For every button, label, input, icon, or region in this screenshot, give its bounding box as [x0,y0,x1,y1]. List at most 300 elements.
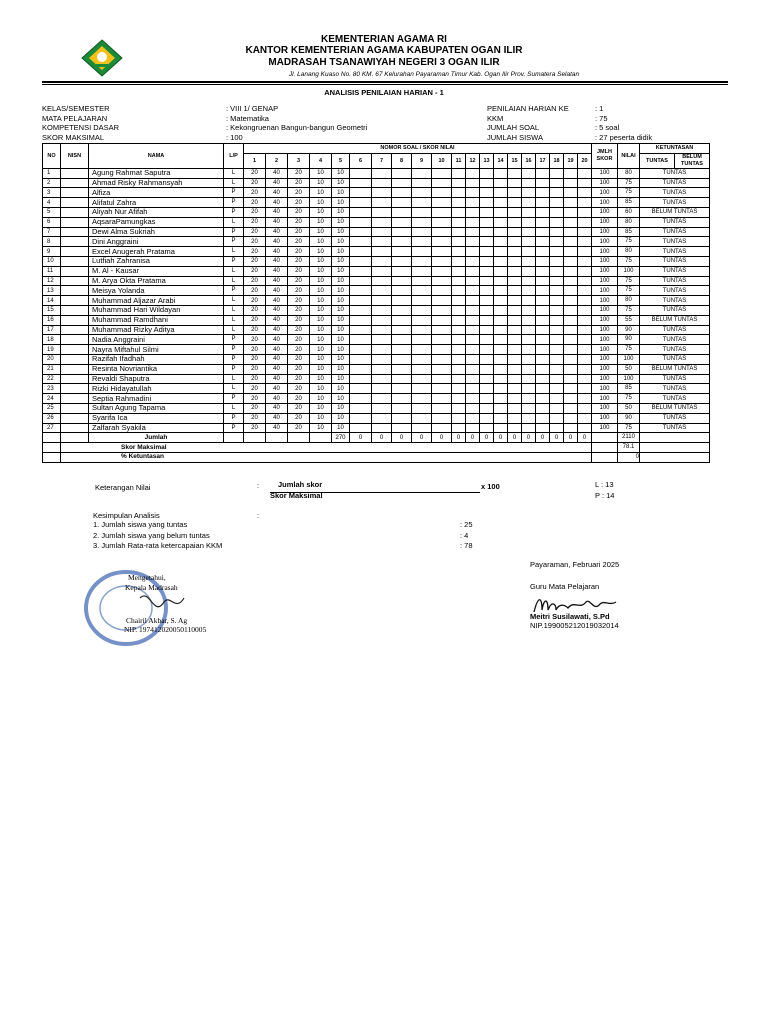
status-cell: BELUM TUNTAS [640,207,710,217]
info-label: PENILAIAN HARIAN KE [487,104,569,113]
question-total: 0 [480,433,494,443]
row-number: 23 [43,384,61,394]
row-nisn [61,394,89,404]
question-score [466,276,480,286]
question-score [432,296,452,306]
total-score: 100 [592,403,618,413]
question-score [564,217,578,227]
question-score: 20 [244,296,266,306]
question-score [350,207,372,217]
question-score [350,305,372,315]
question-score [536,168,550,178]
question-score [412,286,432,296]
question-score [466,384,480,394]
question-score [432,403,452,413]
question-score [432,345,452,355]
student-name: Sultan Agung Tapama [89,403,224,413]
student-grade: 55 [618,315,640,325]
question-score [522,247,536,257]
question-score [372,227,392,237]
question-score [494,403,508,413]
student-grade: 60 [618,207,640,217]
question-score [494,296,508,306]
question-score: 20 [288,315,310,325]
question-score [412,315,432,325]
soal-number: 12 [466,153,480,168]
question-score [392,227,412,237]
question-score [350,394,372,404]
student-name: Dewi Alma Sukriah [89,227,224,237]
status-cell: TUNTAS [640,227,710,237]
total-score: 100 [592,227,618,237]
question-score [412,256,432,266]
question-score: 10 [310,364,332,374]
question-score [350,217,372,227]
row-number: 14 [43,296,61,306]
question-score [412,403,432,413]
header-ketuntasan: KETUNTASAN [640,144,710,154]
total-score: 100 [592,384,618,394]
question-score [372,178,392,188]
question-total [310,433,332,443]
question-score [522,394,536,404]
question-score: 20 [288,178,310,188]
row-nisn [61,247,89,257]
row-nisn [61,256,89,266]
info-right-values [595,104,652,142]
table-row [43,296,710,306]
student-name: Dini Anggraini [89,237,224,247]
question-score [536,178,550,188]
question-score [432,247,452,257]
question-score: 40 [266,207,288,217]
question-score: 20 [244,354,266,364]
question-score [412,413,432,423]
question-score [564,364,578,374]
student-gender: L [224,403,244,413]
student-grade: 85 [618,198,640,208]
question-score [372,335,392,345]
row-number: 26 [43,413,61,423]
question-score [452,403,466,413]
question-score: 10 [310,384,332,394]
row-nisn [61,296,89,306]
question-score [480,335,494,345]
header-nama: NAMA [89,144,224,169]
header-nomor-soal: NOMOR SOAL / SKOR NILAI [244,144,592,154]
question-score [522,354,536,364]
office-name: KANTOR KEMENTERIAN AGAMA KABUPATEN OGAN ILIR [245,45,523,56]
question-score [412,207,432,217]
row-number: 3 [43,188,61,198]
question-score [372,384,392,394]
question-score [466,296,480,306]
question-score [536,207,550,217]
student-name: AqsaraPamungkas [89,217,224,227]
question-score: 40 [266,198,288,208]
question-score [350,198,372,208]
question-score [350,188,372,198]
question-total: 0 [494,433,508,443]
question-score [392,207,412,217]
row-number: 19 [43,345,61,355]
student-name: Muhammad Aljazar Arabi [89,296,224,306]
status-cell: TUNTAS [640,266,710,276]
question-score [522,266,536,276]
question-score [508,286,522,296]
soal-number: 6 [350,153,372,168]
question-score [480,403,494,413]
question-score [494,364,508,374]
question-score [480,325,494,335]
page-title: ANALISIS PENILAIAN HARIAN - 1 [324,88,444,97]
skor-maksimal-label: Skor Maksimal [61,443,592,453]
question-score [550,207,564,217]
student-gender: L [224,276,244,286]
question-score [550,335,564,345]
question-score: 10 [332,266,350,276]
question-score: 20 [244,227,266,237]
question-score: 20 [288,266,310,276]
question-score [466,286,480,296]
question-score: 40 [266,237,288,247]
question-score [494,217,508,227]
row-nisn [61,237,89,247]
question-score: 10 [310,207,332,217]
question-score: 20 [244,237,266,247]
total-score: 100 [592,296,618,306]
question-score: 20 [288,374,310,384]
question-score [412,325,432,335]
student-grade: 75 [618,345,640,355]
question-score [550,276,564,286]
approval-label: Mengetahui, [128,573,166,582]
question-score: 40 [266,168,288,178]
table-row [43,413,710,423]
question-score [392,315,412,325]
info-label: SKOR MAKSIMAL [42,132,105,142]
question-score [564,256,578,266]
student-gender: P [224,423,244,433]
question-score [432,374,452,384]
question-score [350,247,372,257]
header-no: NO [43,144,61,169]
question-score [508,168,522,178]
question-score: 40 [266,188,288,198]
row-number: 25 [43,403,61,413]
student-name: M. Al - Kausar [89,266,224,276]
table-row [43,394,710,404]
student-grade: 75 [618,286,640,296]
student-gender: P [224,227,244,237]
question-score [480,394,494,404]
question-score: 10 [332,374,350,384]
question-score [466,403,480,413]
question-score [578,266,592,276]
question-total: 0 [466,433,480,443]
question-score [480,207,494,217]
question-score [494,374,508,384]
question-score [494,198,508,208]
soal-number: 8 [392,153,412,168]
soal-number: 14 [494,153,508,168]
row-nisn [61,305,89,315]
soal-number: 9 [412,153,432,168]
question-score [564,178,578,188]
question-score [432,227,452,237]
student-gender: L [224,305,244,315]
question-score [550,256,564,266]
question-score: 20 [244,188,266,198]
soal-number: 15 [508,153,522,168]
question-score [412,335,432,345]
question-score [550,364,564,374]
status-cell: TUNTAS [640,345,710,355]
question-score [452,364,466,374]
question-score [372,354,392,364]
question-score [466,266,480,276]
status-cell: TUNTAS [640,325,710,335]
header-belum-tuntas: BELUM TUNTAS [675,153,710,168]
question-score [536,227,550,237]
question-score [522,296,536,306]
question-score [494,207,508,217]
table-row [43,207,710,217]
row-number: 15 [43,305,61,315]
question-score: 20 [288,168,310,178]
question-score [508,315,522,325]
question-score [550,345,564,355]
question-score [522,256,536,266]
info-label: KOMPETENSI DASAR [42,123,120,133]
question-score [522,237,536,247]
question-score [522,335,536,345]
question-score [372,413,392,423]
question-score [466,168,480,178]
question-score: 10 [332,364,350,374]
question-score: 20 [244,315,266,325]
question-score [452,286,466,296]
question-score: 10 [310,413,332,423]
table-row [43,374,710,384]
question-score [432,256,452,266]
question-score: 40 [266,403,288,413]
question-score [550,237,564,247]
status-cell: TUNTAS [640,374,710,384]
question-score [536,237,550,247]
question-score [578,178,592,188]
question-score [412,266,432,276]
student-name: Revaldi Shaputra [89,374,224,384]
question-score [392,364,412,374]
total-score: 100 [592,266,618,276]
blank-cell [640,452,710,462]
soal-number: 20 [578,153,592,168]
question-score [350,364,372,374]
question-score [550,286,564,296]
question-score: 10 [332,384,350,394]
question-score [522,207,536,217]
question-score [564,423,578,433]
question-score [564,413,578,423]
question-score [452,266,466,276]
question-score [564,247,578,257]
student-gender: P [224,286,244,296]
question-score [536,423,550,433]
question-score [508,403,522,413]
question-score: 40 [266,305,288,315]
question-score: 40 [266,266,288,276]
row-number: 21 [43,364,61,374]
question-score: 40 [266,364,288,374]
row-nisn [61,207,89,217]
teacher-name: Meitri Susilawati, S.Pd [530,612,610,621]
question-score [466,335,480,345]
question-score [480,384,494,394]
total-score: 100 [592,178,618,188]
teacher-title: Guru Mata Pelajaran [530,582,600,591]
question-score: 20 [244,384,266,394]
info-value: : 1 [595,104,604,113]
question-score [372,247,392,257]
status-cell: BELUM TUNTAS [640,315,710,325]
question-total: 0 [564,433,578,443]
row-number: 12 [43,276,61,286]
student-name: Nayra Miftahul Silmi [89,345,224,355]
question-score [578,413,592,423]
question-score [536,188,550,198]
question-score [372,237,392,247]
question-score [432,354,452,364]
question-score [392,198,412,208]
question-score: 20 [288,325,310,335]
question-score [452,217,466,227]
student-gender: P [224,207,244,217]
question-score [578,394,592,404]
question-score: 10 [310,168,332,178]
question-score [578,335,592,345]
question-score: 20 [288,413,310,423]
student-grade: 80 [618,217,640,227]
question-score: 20 [288,364,310,374]
question-score [508,207,522,217]
question-score: 20 [244,247,266,257]
info-value: : 100 [226,132,243,142]
soal-number: 17 [536,153,550,168]
student-name: Nadia Anggraini [89,335,224,345]
student-gender: L [224,168,244,178]
question-score: 10 [332,354,350,364]
question-score: 20 [288,286,310,296]
question-score [466,364,480,374]
question-score: 10 [332,305,350,315]
student-name: Zalfarah Syakila [89,423,224,433]
row-number: 11 [43,266,61,276]
question-score [452,188,466,198]
student-gender: P [224,188,244,198]
total-score: 100 [592,335,618,345]
question-score [432,217,452,227]
question-score [432,237,452,247]
question-score [522,217,536,227]
question-score [412,296,432,306]
question-score [522,364,536,374]
table-row [43,384,710,394]
table-row [43,403,710,413]
question-score [522,276,536,286]
question-score [536,266,550,276]
student-name: Meisya Yolanda [89,286,224,296]
question-score: 40 [266,247,288,257]
blank-cell [43,433,61,443]
question-score [392,256,412,266]
total-score: 100 [592,237,618,247]
question-score [494,354,508,364]
kesimpulan-value-1: : 25 [460,520,473,529]
table-row [43,247,710,257]
question-score [392,325,412,335]
soal-number: 4 [310,153,332,168]
question-score [372,315,392,325]
question-score [412,354,432,364]
question-score [550,374,564,384]
question-score: 40 [266,217,288,227]
question-total: 0 [412,433,432,443]
question-score [350,227,372,237]
question-score: 40 [266,296,288,306]
row-nisn [61,217,89,227]
question-score [494,286,508,296]
question-score: 10 [332,178,350,188]
question-score [480,305,494,315]
question-score [508,374,522,384]
question-score [372,217,392,227]
principal-nip: NIP. 197412020050110005 [124,625,207,634]
question-score [372,374,392,384]
table-row [43,227,710,237]
question-score [392,384,412,394]
question-score [494,315,508,325]
question-score: 20 [288,384,310,394]
question-score [432,364,452,374]
student-grade: 50 [618,364,640,374]
blank-cell [592,433,618,443]
question-score: 10 [310,335,332,345]
question-score [536,413,550,423]
row-nisn [61,168,89,178]
question-score: 20 [244,178,266,188]
question-score: 40 [266,276,288,286]
question-score [494,384,508,394]
student-gender: P [224,354,244,364]
question-score: 10 [332,413,350,423]
table-row [43,256,710,266]
row-nisn [61,345,89,355]
status-cell: TUNTAS [640,286,710,296]
soal-number: 13 [480,153,494,168]
question-score [522,384,536,394]
question-score [392,335,412,345]
student-gender: L [224,296,244,306]
question-score [372,325,392,335]
question-score [536,256,550,266]
jumlah-label: Jumlah [89,433,224,443]
question-total: 0 [508,433,522,443]
question-score [508,227,522,237]
question-score [480,237,494,247]
question-score: 10 [332,394,350,404]
question-score [564,286,578,296]
